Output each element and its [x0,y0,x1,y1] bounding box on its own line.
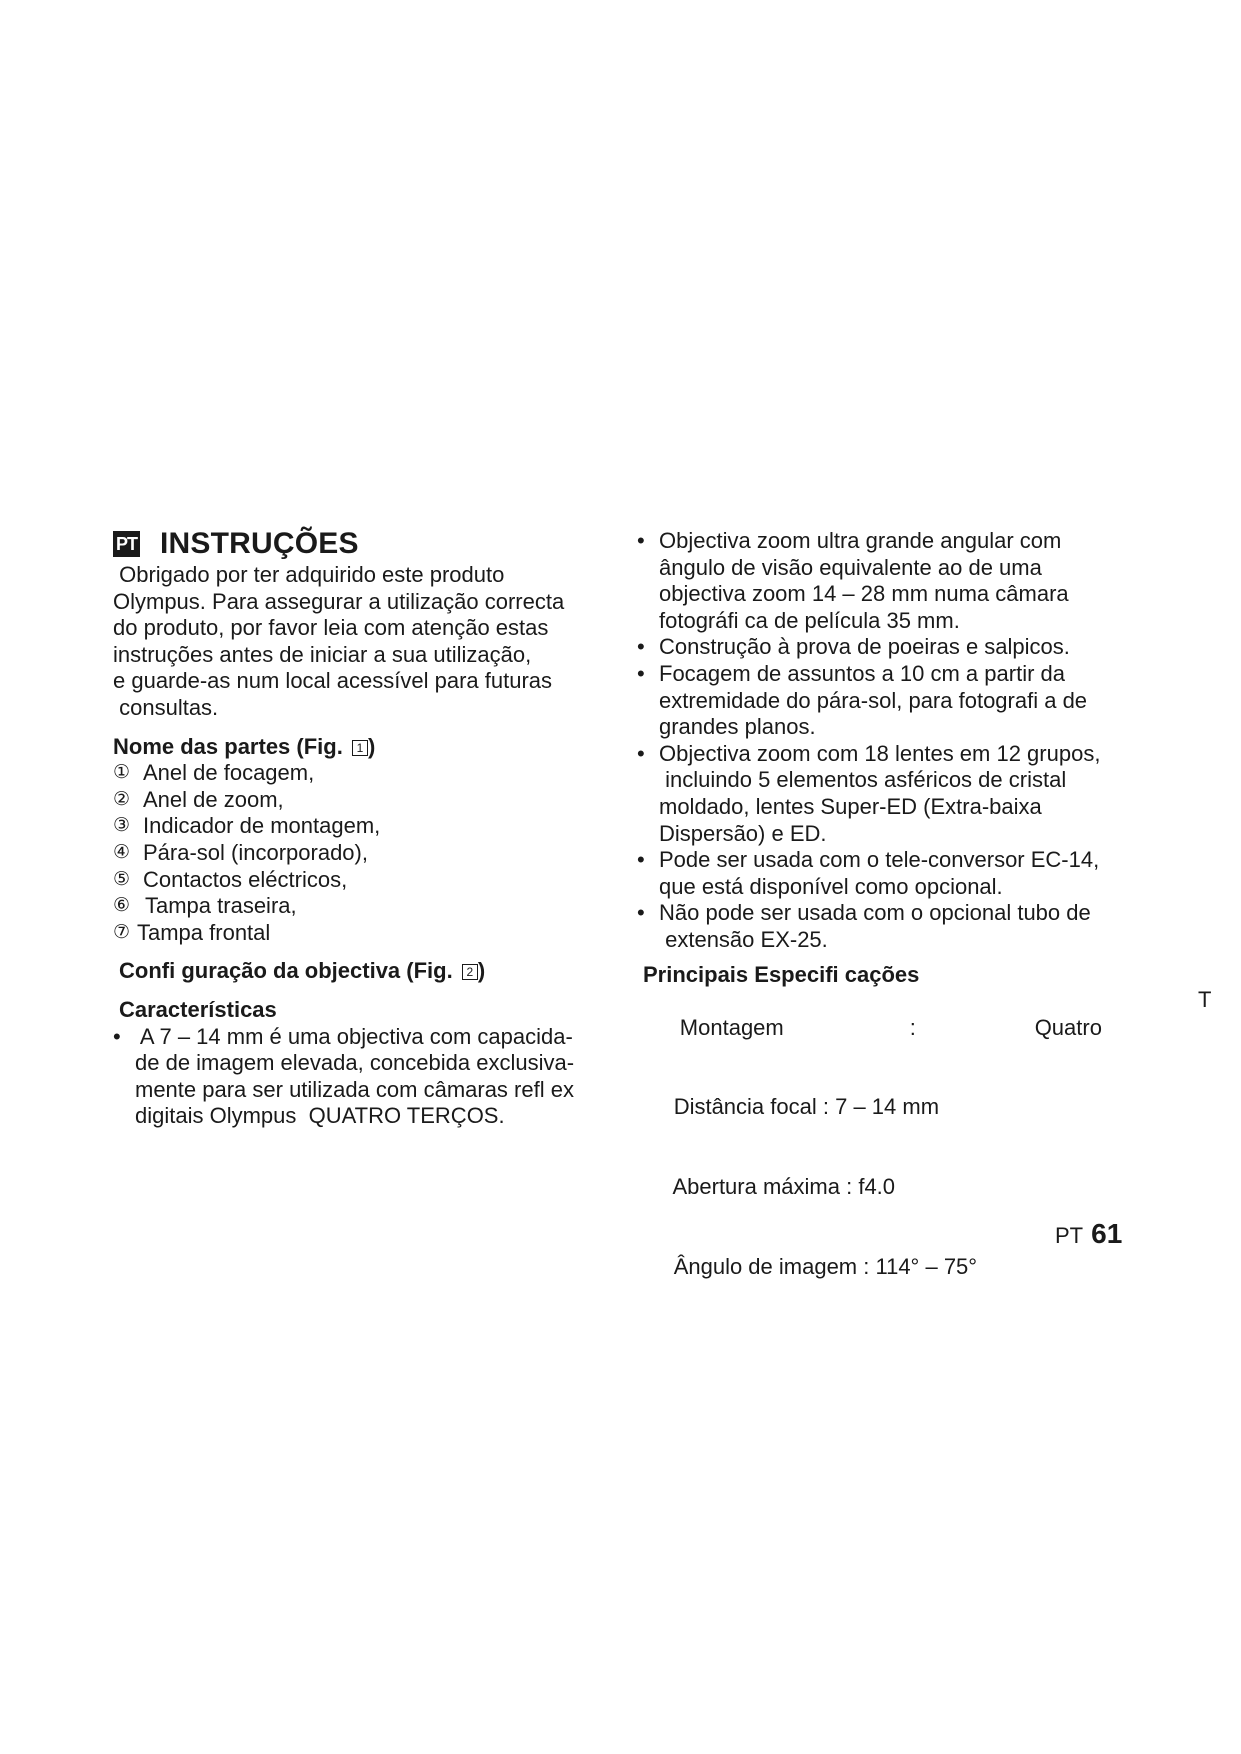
part-label: Indicador de montagem, [143,813,381,839]
intro-line: e guarde-as num local acessível para futuras [113,668,553,694]
bullet-icon: • [637,528,645,553]
feature-line: extremidade do pára-sol, para fotografi a de [659,687,1088,713]
feature-item [637,900,1207,953]
feature-item [637,741,1207,847]
bullet-icon: • [113,1023,121,1049]
feature-line: objectiva zoom 14 – 28 mm numa câmara [659,581,1069,607]
bullet-icon: • [637,634,645,660]
spec-separator: : [909,1014,916,1040]
feature-item [637,847,1207,900]
page-footer [1055,1218,1122,1250]
spec-label: Distância focal [673,1094,817,1120]
spec-separator: : [816,1094,836,1120]
feature-item [113,1024,603,1130]
spec-value: 7 – 14 mm [835,1094,940,1120]
feature-item [637,528,1207,634]
page-number: 61 [1091,1218,1123,1249]
page-title: INSTRUÇÕES [160,526,359,560]
feature-line: de de imagem elevada, concebida exclusiva- [135,1050,575,1076]
intro-line: Obrigado por ter adquirido este produto [113,562,505,587]
intro-line: Olympus. Para assegurar a utilização correcta [113,588,565,614]
cut-off-text: T [1198,987,1212,1012]
title-row [113,526,603,562]
spec-value: f4.0 [858,1174,896,1200]
spec-value: 114° – 75° [875,1254,978,1280]
feature-line: incluindo 5 elementos asféricos de cristal [659,767,1067,793]
feature-item [637,661,1207,741]
spec-row [637,1068,1207,1148]
part-number: ⑥ [113,895,131,917]
part-label: Tampa traseira, [145,893,297,919]
specs-table [637,988,1207,1307]
spec-row [637,1148,1207,1228]
part-item [113,760,603,787]
part-item [113,840,603,867]
config-heading-text: Confi guração da objectiva (Fig. [119,958,459,984]
spec-label: Montagem [673,1014,784,1040]
feature-line: Focagem de assuntos a 10 cm a partir da [659,660,1065,686]
feature-line: extensão EX-25. [659,926,828,952]
config-heading-close: ) [477,958,486,984]
part-item [113,920,603,947]
intro-line: consultas. [113,694,219,720]
feature-line: moldado, lentes Super-ED (Extra-baixa [659,793,1042,819]
part-number: ④ [113,841,131,863]
feature-line: grandes planos. [659,714,816,740]
figure-1-ref: 1 [352,740,368,756]
part-number: ③ [113,815,131,837]
part-item [113,813,603,840]
footer-language: PT [1055,1223,1084,1248]
feature-line: Não pode ser usada com o opcional tubo de [659,900,1091,926]
intro-line: instruções antes de iniciar a sua utilização, [113,641,532,667]
spec-label: Ângulo de imagem [673,1254,858,1280]
part-label: Tampa frontal [137,919,271,945]
config-heading [113,958,603,985]
part-item [113,787,603,814]
spec-label: Abertura máxima [672,1174,840,1200]
part-label: Anel de zoom, [143,786,284,812]
bullet-icon: • [637,900,645,926]
feature-line: A 7 – 14 mm é uma objectiva com capacida- [135,1023,573,1049]
intro-line: do produto, por favor leia com atenção estas [113,615,549,641]
part-item [113,893,603,920]
part-number: ⑤ [113,868,131,890]
figure-2-ref: 2 [462,964,478,980]
spec-separator: : [857,1254,876,1280]
part-label: Pára-sol (incorporado), [143,839,368,865]
feature-line: Construção à prova de poeiras e salpicos. [659,634,1070,660]
spec-separator: : [839,1174,859,1200]
feature-item [637,634,1207,661]
parts-heading-close: ) [367,733,376,759]
parts-heading [113,734,603,761]
features-list [113,1024,603,1130]
language-badge: PT [113,531,140,557]
features-list-continued [637,528,1207,954]
feature-line: digitais Olympus QUATRO TERÇOS. [135,1103,505,1129]
feature-line: Pode ser usada com o tele-conversor EC-14, [659,847,1100,873]
part-number: ⑦ [113,921,131,943]
intro-paragraph [113,562,603,722]
spec-value: Quatro [1034,1014,1102,1040]
bullet-icon: • [637,660,645,686]
spec-row [637,988,1207,1068]
feature-line: ângulo de visão equivalente ao de uma [659,554,1042,580]
feature-line: Objectiva zoom ultra grande angular com [659,528,1062,553]
left-column [113,528,603,1130]
part-label: Anel de focagem, [143,760,315,786]
right-column [637,528,1207,1307]
feature-line: fotográfi ca de película 35 mm. [659,607,960,633]
feature-line: que está disponível como opcional. [659,873,1003,899]
feature-line: mente para ser utilizada com câmaras refl ex [135,1076,574,1102]
features-heading: Características [119,996,277,1022]
part-number: ① [113,762,131,784]
feature-line: Dispersão) e ED. [659,820,827,846]
parts-list [113,760,603,946]
part-item [113,867,603,894]
feature-line: Objectiva zoom com 18 lentes em 12 grupos, [659,740,1101,766]
parts-heading-text: Nome das partes (Fig. [113,733,349,759]
part-label: Contactos eléctricos, [143,866,348,892]
bullet-icon: • [637,847,645,873]
part-number: ② [113,788,131,810]
bullet-icon: • [637,740,645,766]
specs-heading: Principais Especifi cações [643,961,920,987]
